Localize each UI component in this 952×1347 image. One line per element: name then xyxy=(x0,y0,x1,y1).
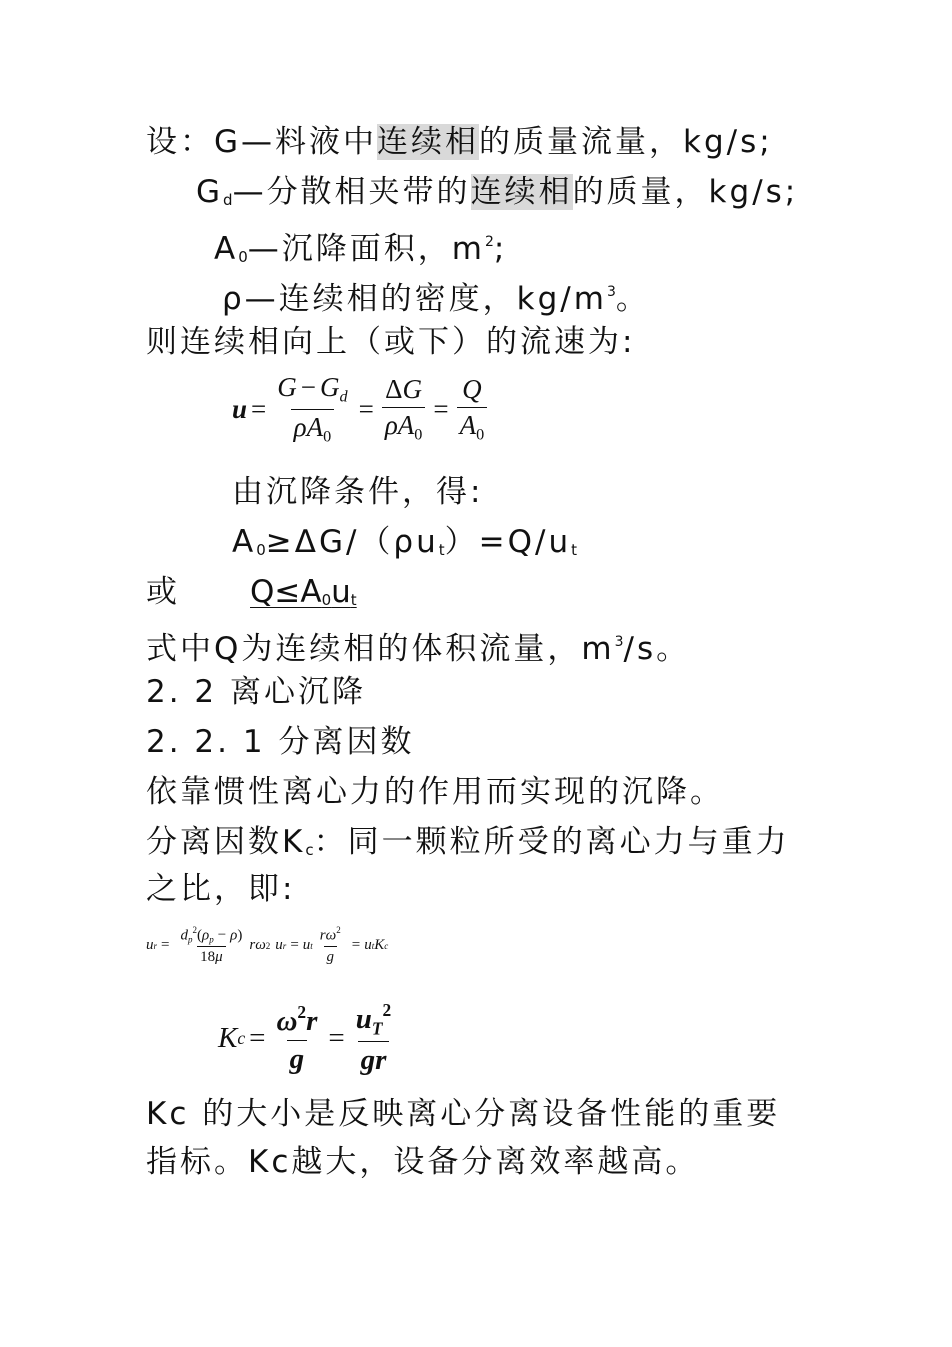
highlight-continuous-phase: 连续相 xyxy=(470,174,573,210)
section-heading-2-2-1: 2. 2. 1 分离因数 xyxy=(146,724,415,760)
separation-factor-equation: K c = $\frac{\omega^2r}{g}$ = $\frac{u_T^2}{gr}$ xyxy=(218,1000,398,1077)
section-heading-2-2: 2. 2 离心沉降 xyxy=(146,674,367,710)
volume-flow-note: 式中Q为连续相的体积流量，$m^3/s$。 xyxy=(146,631,691,667)
highlight-continuous-phase: 连续相 xyxy=(377,124,480,160)
settle-condition: 由沉降条件，得: xyxy=(232,474,484,510)
capacity-inequality: $Q\le A_0u_t$ xyxy=(250,574,357,610)
or-line: 或 xyxy=(146,574,180,610)
kc-definition: 分离因数$K_c$：同一颗粒所受的离心力与重力 xyxy=(146,824,790,860)
kc-definition-cont: 之比，即: xyxy=(146,871,296,907)
fraction: $\frac{u_T^2}{gr}$ xyxy=(355,1000,392,1077)
fraction: $\frac{Q}{A_0}$ xyxy=(457,374,488,445)
def-line-rho: ρ—连续相的密度，$kg/m^3$。 xyxy=(222,281,650,317)
kc-note-line2: 指标。Kc越大，设备分离效率越高。 xyxy=(146,1144,700,1180)
fraction: $\frac{\Delta G}{\rho A_0}$ xyxy=(382,374,426,445)
def-line-gd: $G_d—$分散相夹带的连续相的质量，kg/s; xyxy=(196,174,799,210)
radial-velocity-equation: u r = $\frac{d_p^2(\rho_p - \rho)}{18\mu}$ rω 2 u r = u t $\frac{r\omega^2}{g}$ = u t K c xyxy=(146,925,389,966)
fraction: $\frac{G - G_d}{\rho A_0}$ xyxy=(277,372,348,446)
fraction: $\frac{r\omega^2}{g}$ xyxy=(319,925,341,966)
inertia-sentence: 依靠惯性离心力的作用而实现的沉降。 xyxy=(146,774,724,810)
area-inequality: $A_0\ge\Delta G/(\rho u_t)=Q/u_t$ xyxy=(232,524,577,560)
kc-note-line1: Kc 的大小是反映离心分离设备性能的重要 xyxy=(146,1096,781,1132)
flow-velocity-equation: u = $\frac{G - G_d}{\rho A_0}$ = $\frac{\Delta G}{\rho A_0}$ = $\frac{Q}{A_0}$ xyxy=(232,372,491,446)
fraction: $\frac{\omega^2r}{g}$ xyxy=(276,1001,318,1075)
flow-intro: 则连续相向上（或下）的流速为: xyxy=(146,324,636,360)
def-line-g: 设：G—料液中连续相的质量流量，kg/s; xyxy=(146,124,773,160)
fraction: $\frac{d_p^2(\rho_p - \rho)}{18\mu}$ xyxy=(180,925,243,966)
def-line-a0: $A_0—$沉降面积，$m^2$; xyxy=(214,231,508,267)
